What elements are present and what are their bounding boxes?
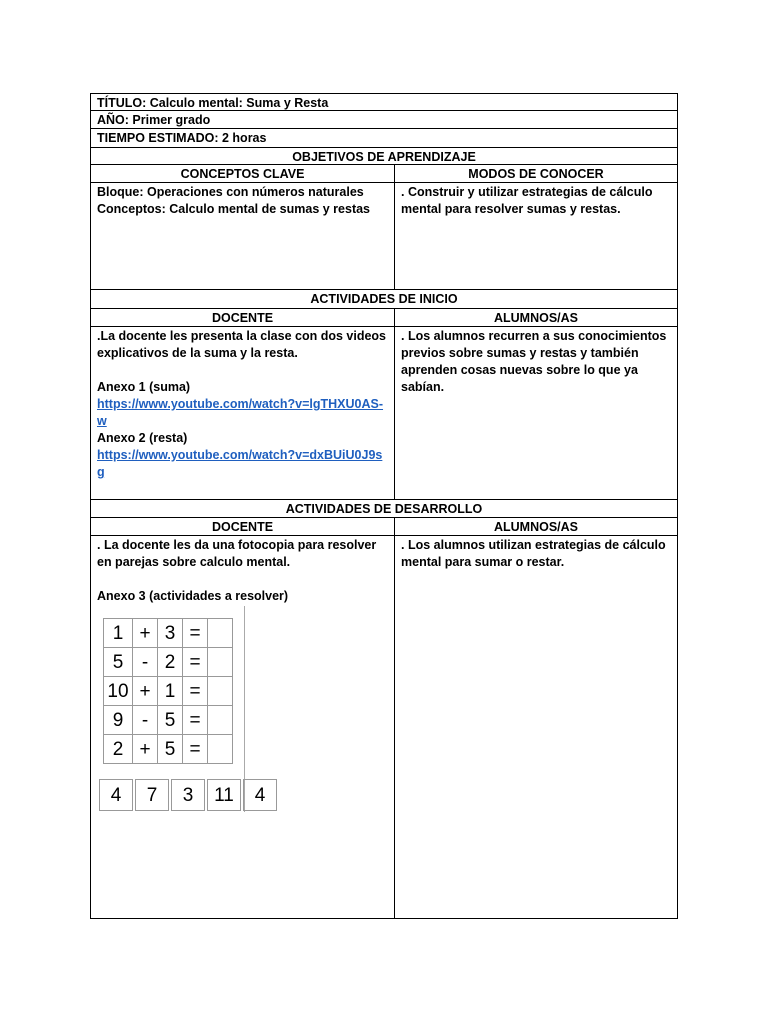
- start-teacher-header: DOCENTE: [91, 309, 395, 326]
- start-students-content: . Los alumnos recurren a sus conocimientos previos sobre sumas y restas y también aprenden cosas nuevas sobre lo que ya sabían.: [401, 329, 667, 394]
- exercise-cell-eq: =: [183, 706, 208, 735]
- answer-option: 11: [207, 779, 241, 811]
- dev-heading-row: [90, 500, 678, 518]
- exercise-cell-eq: =: [183, 735, 208, 764]
- answer-option: 3: [171, 779, 205, 811]
- exercise-grid: [103, 618, 233, 764]
- answer-blank: [208, 706, 233, 735]
- exercise-row: [104, 735, 233, 764]
- answer-option: 7: [135, 779, 169, 811]
- year-row: [90, 111, 678, 129]
- dev-teacher-content: [91, 536, 395, 918]
- exercise-cell-b: 5: [158, 706, 183, 735]
- block-text: Bloque: Operaciones con números naturales: [97, 185, 364, 199]
- exercise-cell-op: -: [133, 648, 158, 677]
- exercise-cell-a: 9: [104, 706, 133, 735]
- annex1-link[interactable]: https://www.youtube.com/watch?v=lgTHXU0AS-w: [97, 397, 384, 428]
- time-text: TIEMPO ESTIMADO: 2 horas: [97, 131, 267, 145]
- exercise-cell-op: +: [133, 619, 158, 648]
- dev-content-row: [90, 536, 678, 919]
- dev-teacher-header: DOCENTE: [91, 518, 395, 535]
- answer-blank: [208, 648, 233, 677]
- objectives-heading-row: [90, 148, 678, 165]
- annex1-label: Anexo 1 (suma): [97, 380, 191, 394]
- start-teacher-content: [91, 327, 395, 499]
- exercise-cell-eq: =: [183, 677, 208, 706]
- annex2-link[interactable]: https://www.youtube.com/watch?v=dxBUiU0J9sg: [97, 448, 383, 479]
- exercise-cell-eq: =: [183, 619, 208, 648]
- start-heading-row: [90, 290, 678, 309]
- start-columns-row: [90, 309, 678, 327]
- exercise-row: [104, 677, 233, 706]
- time-row: [90, 129, 678, 148]
- exercise-cell-b: 1: [158, 677, 183, 706]
- objectives-columns-row: [90, 165, 678, 183]
- exercise-cell-op: -: [133, 706, 158, 735]
- exercise-cell-b: 5: [158, 735, 183, 764]
- modes-content: . Construir y utilizar estrategias de cálculo mental para resolver sumas y restas.: [401, 185, 653, 216]
- exercise-cell-a: 1: [104, 619, 133, 648]
- answer-blank: [208, 619, 233, 648]
- year-text: AÑO: Primer grado: [97, 113, 211, 127]
- concepts-text: Conceptos: Calculo mental de sumas y restas: [97, 202, 371, 216]
- annex2-label: Anexo 2 (resta): [97, 431, 188, 445]
- exercise-cell-a: 2: [104, 735, 133, 764]
- answer-option: 4: [243, 779, 277, 811]
- exercise-row: [104, 706, 233, 735]
- exercise-cell-a: 10: [104, 677, 133, 706]
- start-teacher-text: .La docente les presenta la clase con dos videos explicativos de la suma y la resta.: [97, 329, 387, 360]
- exercise-cell-op: +: [133, 677, 158, 706]
- answer-options: [99, 779, 277, 811]
- answer-option: 4: [99, 779, 133, 811]
- dev-teacher-text: . La docente les da una fotocopia para resolver en parejas sobre calculo mental.: [97, 538, 377, 569]
- exercise-cell-a: 5: [104, 648, 133, 677]
- answer-blank: [208, 677, 233, 706]
- exercise-cell-eq: =: [183, 648, 208, 677]
- title-row: [90, 93, 678, 111]
- exercise-cell-b: 2: [158, 648, 183, 677]
- lesson-plan-table: [90, 93, 678, 919]
- start-heading: ACTIVIDADES DE INICIO: [310, 292, 458, 306]
- concepts-content: [91, 183, 395, 289]
- exercise-cell-b: 3: [158, 619, 183, 648]
- title-text: TÍTULO: Calculo mental: Suma y Resta: [97, 96, 329, 110]
- modes-column-header: MODOS DE CONOCER: [468, 167, 604, 181]
- exercise-cell-op: +: [133, 735, 158, 764]
- objectives-content-row: [90, 183, 678, 290]
- dev-heading: ACTIVIDADES DE DESARROLLO: [285, 502, 483, 516]
- concepts-column-header: CONCEPTOS CLAVE: [91, 165, 395, 182]
- start-students-header: ALUMNOS/AS: [493, 311, 579, 325]
- annex3-label: Anexo 3 (actividades a resolver): [97, 589, 289, 603]
- objectives-heading: OBJETIVOS DE APRENDIZAJE: [292, 150, 476, 164]
- exercise-row: [104, 619, 233, 648]
- start-content-row: [90, 327, 678, 500]
- dev-columns-row: [90, 518, 678, 536]
- exercise-row: [104, 648, 233, 677]
- dev-students-content: . Los alumnos utilizan estrategias de cálculo mental para sumar o restar.: [401, 538, 666, 569]
- dev-students-header: ALUMNOS/AS: [493, 520, 579, 534]
- answer-blank: [208, 735, 233, 764]
